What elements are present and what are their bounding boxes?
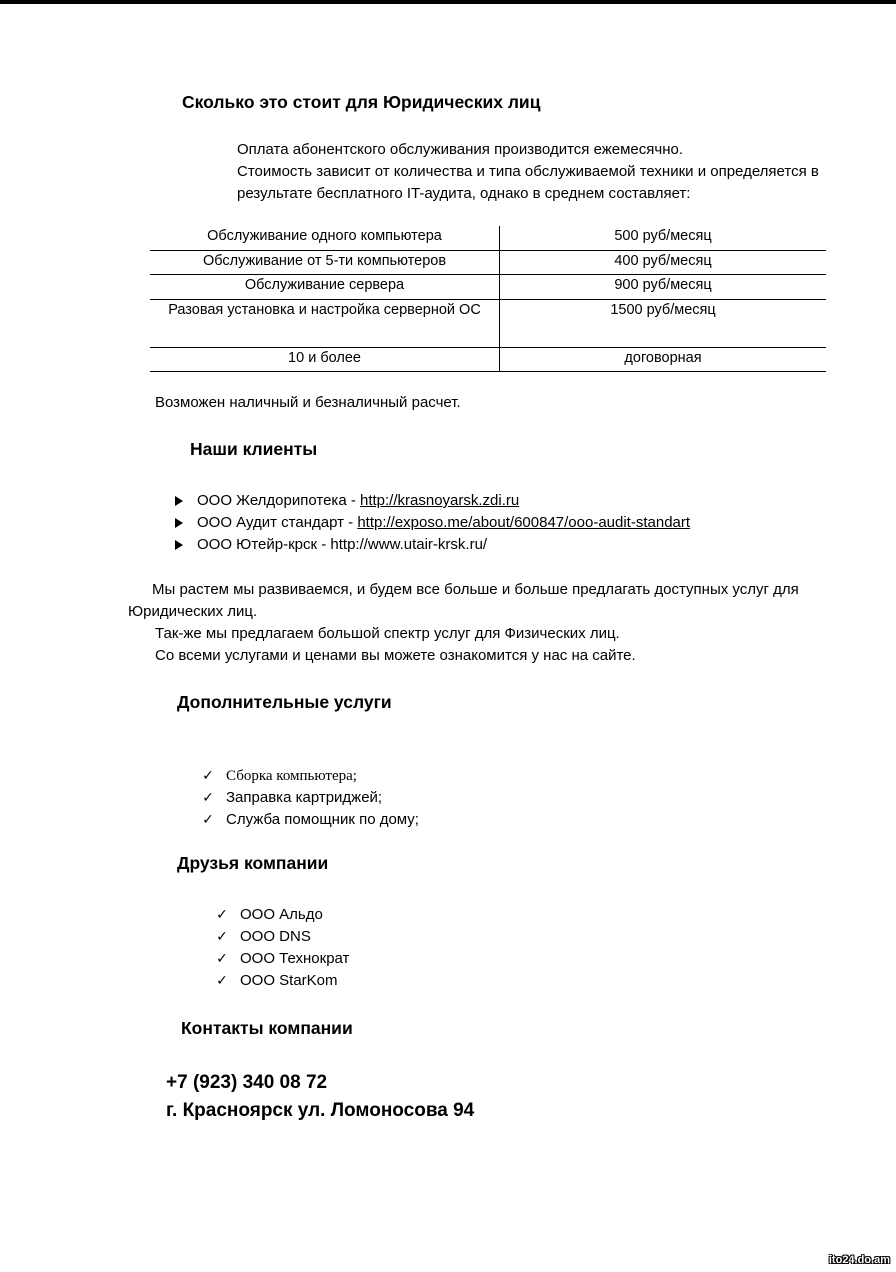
service-cell: Разовая установка и настройка серверной ОС [150,300,500,347]
friend-item: ООО Альдо [240,906,323,923]
clients-list [197,490,690,556]
price-table [150,226,826,372]
contact-phone: +7 (923) 340 08 72 [166,1072,328,1093]
list-item [216,948,350,970]
friends-list [216,904,350,992]
extra-services-heading: Дополнительные услуги [177,692,392,712]
price-cell: 900 руб/месяц [614,277,712,293]
client-link[interactable]: http://krasnoyarsk.zdi.ru [360,492,520,509]
list-item [202,765,419,787]
about-line-2: Юридических лиц. [128,603,258,620]
table-row [150,251,826,275]
list-item [216,970,349,992]
extra-services-list [202,765,419,831]
arrow-bullet-icon [171,512,187,535]
payment-note: Возможен наличный и безналичный расчет. [155,394,461,411]
service-cell: Обслуживание сервера [150,275,500,299]
client-link[interactable]: http://exposo.me/about/600847/ooo-audit-standart [357,514,691,531]
client-link-text: http://www.utair-krsk.ru/ [330,536,488,553]
price-cell: договорная [624,350,702,366]
friend-item: ООО DNS [240,928,311,945]
friend-item: ООО Технократ [240,950,350,967]
list-item [197,534,690,556]
check-icon: ✓ [216,929,228,945]
service-cell: 10 и более [150,348,500,371]
check-icon: ✓ [202,768,214,784]
top-border [0,0,896,4]
contacts-heading: Контакты компании [181,1018,353,1038]
check-icon: ✓ [202,790,214,806]
check-icon: ✓ [216,907,228,923]
friend-item: ООО StarKom [240,972,338,989]
client-name: ООО Желдорипотека - [197,492,360,509]
arrow-bullet-icon [171,534,187,557]
price-cell: 400 руб/месяц [614,253,712,269]
table-row [150,300,826,348]
service-item: Заправка картриджей; [226,789,383,806]
site-watermark: ito24.do.am [828,1254,890,1266]
price-cell: 1500 руб/месяц [610,302,716,318]
service-item: Служба помощник по дому; [226,811,419,828]
arrow-bullet-icon [171,490,187,513]
client-name: ООО Аудит стандарт - [197,514,358,531]
pricing-intro-line-2: Стоимость зависит от количества и типа обслуживаемой техники и определяется в [237,163,819,180]
friends-heading: Друзья компании [177,853,329,873]
service-cell: Обслуживание одного компьютера [150,226,500,250]
table-row [150,226,826,251]
pricing-intro-line-1: Оплата абонентского обслуживания производится ежемесячно. [237,141,684,158]
price-cell: 500 руб/месяц [614,228,712,244]
list-item [216,926,349,948]
list-item [202,809,419,831]
pricing-heading: Сколько это стоит для Юридических лиц [182,92,541,112]
check-icon: ✓ [202,812,214,828]
list-item [197,512,690,534]
check-icon: ✓ [216,973,228,989]
list-item [216,904,349,926]
service-item: Сборка компьютера; [226,768,357,784]
service-cell: Обслуживание от 5-ти компьютеров [150,251,500,274]
about-line-3: Так-же мы предлагаем большой спектр услуг для Физических лиц. [155,625,620,642]
clients-heading: Наши клиенты [190,439,318,459]
about-line-4: Со всеми услугами и ценами вы можете ознакомится у нас на сайте. [155,647,636,664]
list-item [197,490,690,512]
about-line-1: Мы растем мы развиваемся, и будем все больше и больше предлагать доступных услуг для [152,581,799,598]
list-item [202,787,419,809]
client-name: ООО Ютейр-крск - [197,536,331,553]
table-row [150,275,826,300]
check-icon: ✓ [216,951,228,967]
pricing-intro-line-3: результате бесплатного IT-аудита, однако в среднем составляет: [237,185,691,202]
contact-address: г. Красноярск ул. Ломоносова 94 [166,1100,475,1121]
table-row [150,348,826,372]
